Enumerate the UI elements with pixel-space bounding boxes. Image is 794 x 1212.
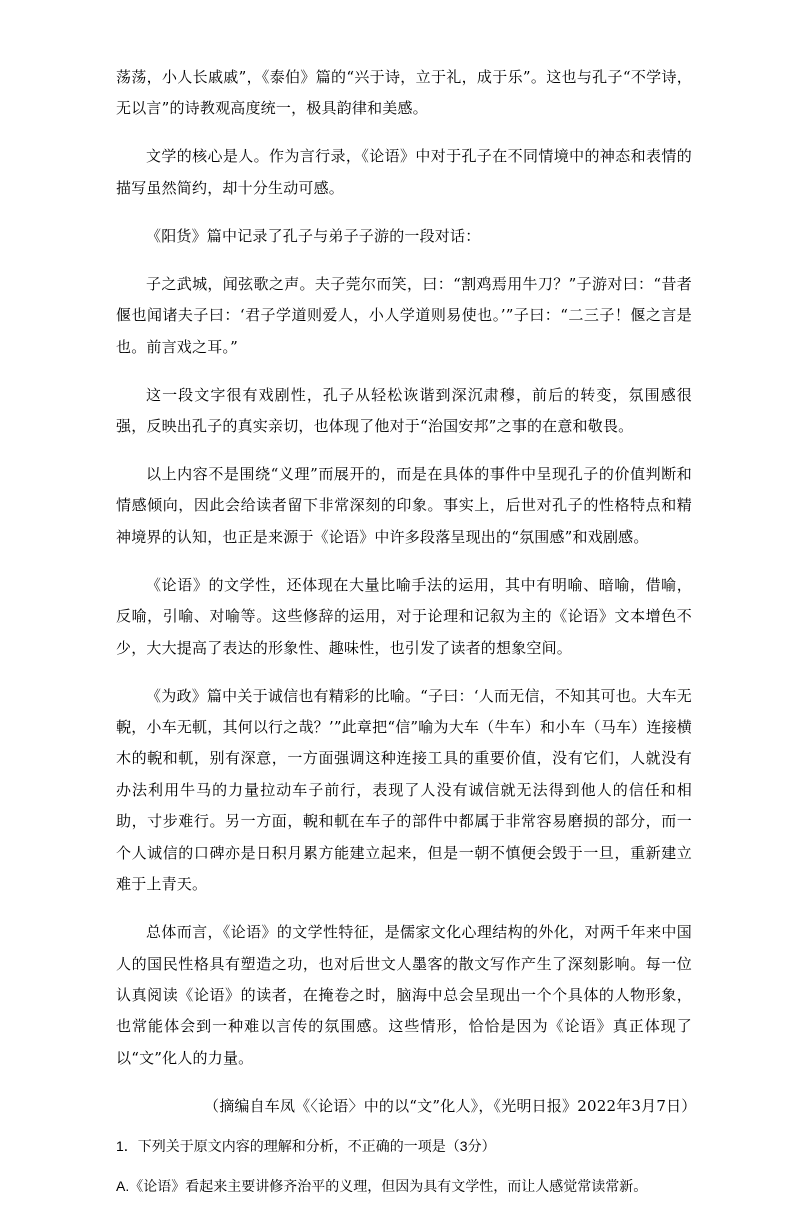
document-page — [116, 62, 697, 1212]
paragraph-wucheng-quote: 子之武城，闻弦歌之声。夫子莞尔而笑，曰：“割鸡焉用牛刀？”子游对曰：“昔者偃也闻诸夫子曰：‘君子学道则爱人，小人学道则易使也。’”子曰：“二三子！偃之言是也。前言戏之耳。” — [116, 274, 692, 356]
paragraph-core-is-people: 文学的核心是人。作为言行录，《论语》中对于孔子在不同情境中的神态和表情的描写虽然简约，却十分生动可感。 — [116, 147, 692, 197]
paragraph-yanghuo-intro: 《阳货》篇中记录了孔子与弟子子游的一段对话： — [146, 226, 481, 245]
paragraph-continuation: 荡荡，小人长戚戚”，《泰伯》篇的“兴于诗，立于礼，成于乐”。这也与孔子“不学诗，无以言”的诗教观高度统一，极具韵律和美感。 — [116, 68, 692, 118]
question-stem: 1．下列关于原文内容的理解和分析，不正确的一项是（3分） — [116, 1138, 496, 1155]
paragraph-metaphor: 《论语》的文学性，还体现在大量比喻手法的运用，其中有明喻、暗喻，借喻，反喻，引喻、对喻等。这些修辞的运用，对于论理和记叙为主的《论语》文本增色不少，大大提高了表达的形象性、趣味性，也引发了读者的想象空间。 — [116, 575, 692, 657]
source-citation: （摘编自车凤《〈论语〉中的以“文”化人》，《光明日报》2022年3月7日） — [204, 1096, 697, 1115]
paragraph-not-yili: 以上内容不是围绕“义理”而展开的，而是在具体的事件中呈现孔子的价值判断和情感倾向，因此会给读者留下非常深刻的印象。事实上，后世对孔子的性格特点和精神境界的认知，也正是来源于《论语》中许多段落呈现出的“氛围感”和戏剧感。 — [116, 465, 692, 546]
paragraph-weizheng-honesty: 《为政》篇中关于诚信也有精彩的比喻。“子曰：‘人而无信，不知其可也。大车无輗，小车无軏，其何以行之哉？’”此章把“信”喻为大车（牛车）和小车（马车）连接横木的輗和軏，别有深意，一方面强调这种连接工具的重要价值，没有它们，人就没有办法利用牛马的力量拉动车子前行，表现了人没有诚信就无法得到他人的信任和相助，寸步难行。另一方面，輗和軏在车子的部件中都属于非常容易磨损的部分，而一个人诚信的口碑亦是日积月累方能建立起来，但是一朝不慎便会毁于一旦，重新建立难于上青天。 — [116, 686, 692, 894]
paragraph-conclusion: 总体而言，《论语》的文学性特征，是儒家文化心理结构的外化，对两千年来中国人的国民性格具有塑造之功，也对后世文人墨客的散文写作产生了深刻影响。每一位认真阅读《论语》的读者，在掩卷之时，脑海中总会呈现出一个个具体的人物形象，也常能体会到一种难以言传的氛围感。这些情形，恰恰是因为《论语》真正体现了以“文”化人的力量。 — [116, 923, 692, 1067]
paragraph-drama-analysis: 这一段文字很有戏剧性，孔子从轻松诙谐到深沉肃穆，前后的转变，氛围感很强，反映出孔子的真实亲切，也体现了他对于“治国安邦”之事的在意和敬畏。 — [116, 385, 692, 436]
question-option-a: A.《论语》看起来主要讲修齐治平的义理，但因为具有文学性，而让人感觉常读常新。 — [116, 1178, 648, 1195]
